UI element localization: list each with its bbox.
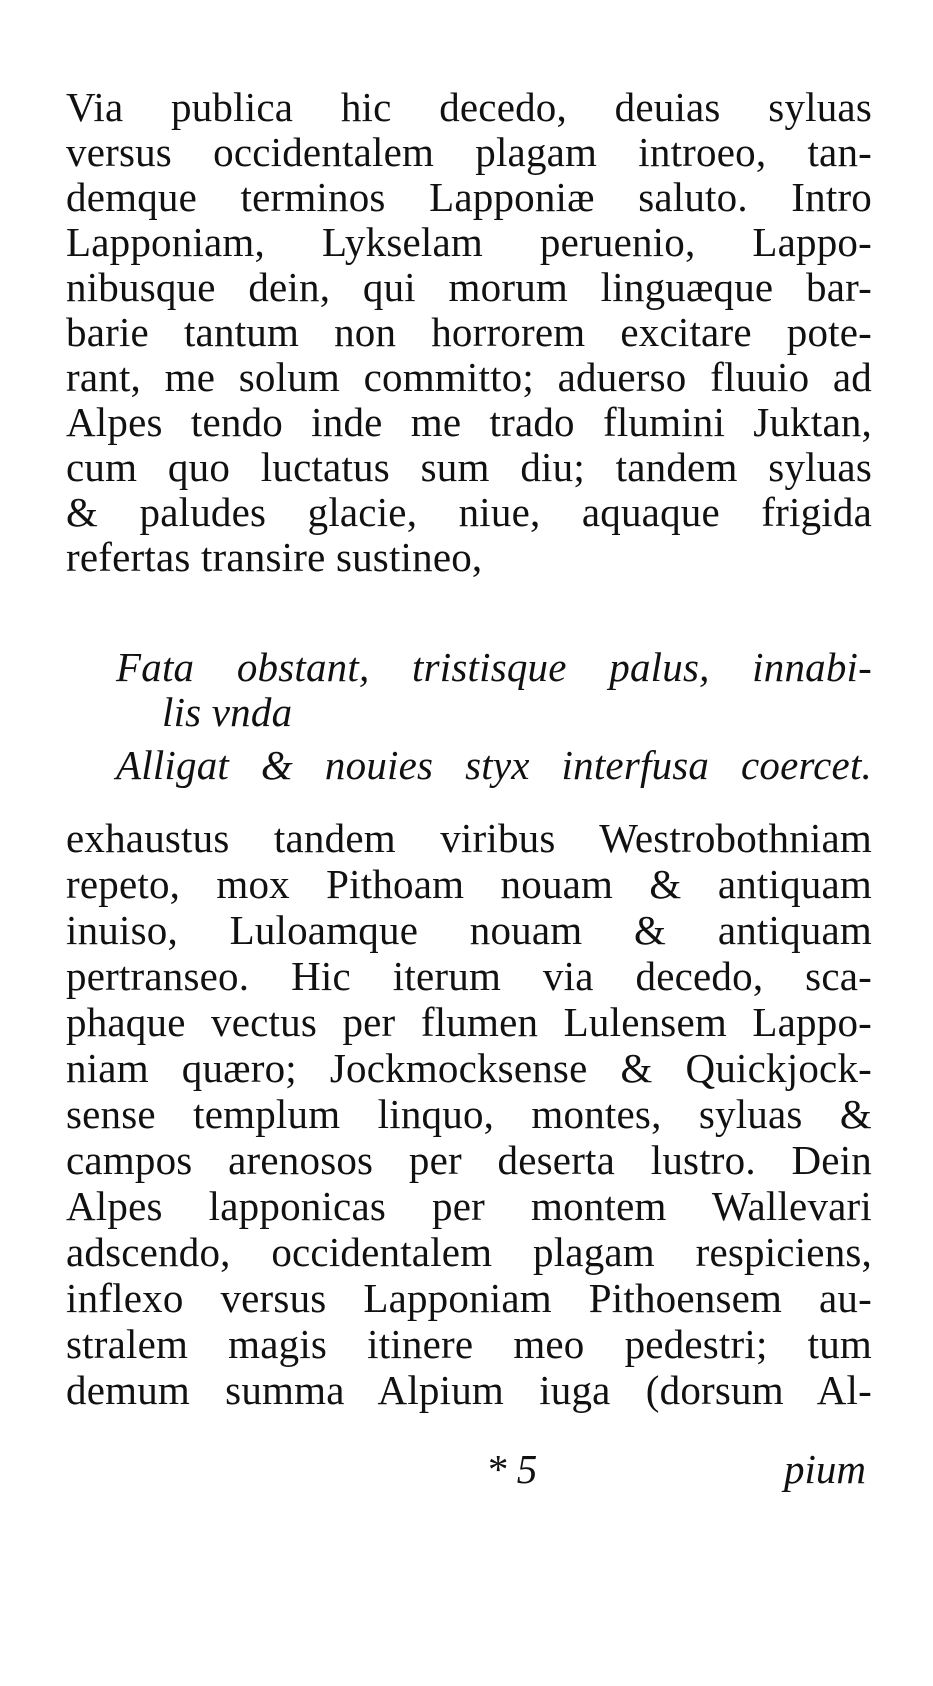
text-line: rant, me solum committo; aduerso fluuio ad <box>66 354 872 400</box>
signature-mark: * 5 <box>486 1446 538 1492</box>
verse-line: Fata obstant, tristisque palus, innabi- <box>116 644 872 690</box>
text-line: exhaustus tandem viribus Westrobothniam <box>66 815 872 861</box>
text-line: Alpes lapponicas per montem Wallevari <box>66 1183 872 1229</box>
text-line: demque terminos Lapponiæ saluto. Intro <box>66 174 872 220</box>
text-line: Alpes tendo inde me trado flumini Juktan, <box>66 399 872 445</box>
text-line: Via publica hic decedo, deuias syluas <box>66 84 872 130</box>
text-line: & paludes glacie, niue, aquaque frigida <box>66 489 872 535</box>
text-line: niam quæro; Jockmocksense & Quickjock- <box>66 1045 872 1091</box>
text-line: versus occidentalem plagam introeo, tan- <box>66 129 872 175</box>
text-line: nibusque dein, qui morum linguæque bar- <box>66 264 872 310</box>
text-line: refertas transire sustineo, <box>66 534 483 580</box>
text-line: pertranseo. Hic iterum via decedo, sca- <box>66 953 872 999</box>
page-footer <box>66 1445 872 1493</box>
text-line: cum quo luctatus sum diu; tandem syluas <box>66 444 872 490</box>
text-line: Lapponiam, Lykselam peruenio, Lappo- <box>66 219 872 265</box>
paragraph-2 <box>66 815 872 1413</box>
text-line: demum summa Alpium iuga (dorsum Al- <box>66 1367 872 1413</box>
text-line: inflexo versus Lapponiam Pithoensem au- <box>66 1275 872 1321</box>
verse-line: Alligat & nouies styx interfusa coercet. <box>116 742 872 788</box>
text-line: sense templum linquo, montes, syluas & <box>66 1091 872 1137</box>
catchword: pium <box>784 1446 866 1492</box>
text-line: inuiso, Luloamque nouam & antiquam <box>66 907 872 953</box>
text-line: adscendo, occidentalem plagam respiciens, <box>66 1229 872 1275</box>
text-line: repeto, mox Pithoam nouam & antiquam <box>66 861 872 907</box>
paragraph-1 <box>66 85 872 580</box>
text-line: phaque vectus per flumen Lulensem Lappo- <box>66 999 872 1045</box>
text-line: stralem magis itinere meo pedestri; tum <box>66 1321 872 1367</box>
text-line: barie tantum non horrorem excitare pote- <box>66 309 872 355</box>
verse-line: lis vnda <box>162 689 293 735</box>
verse-quotation <box>116 645 872 788</box>
text-line: campos arenosos per deserta lustro. Dein <box>66 1137 872 1183</box>
